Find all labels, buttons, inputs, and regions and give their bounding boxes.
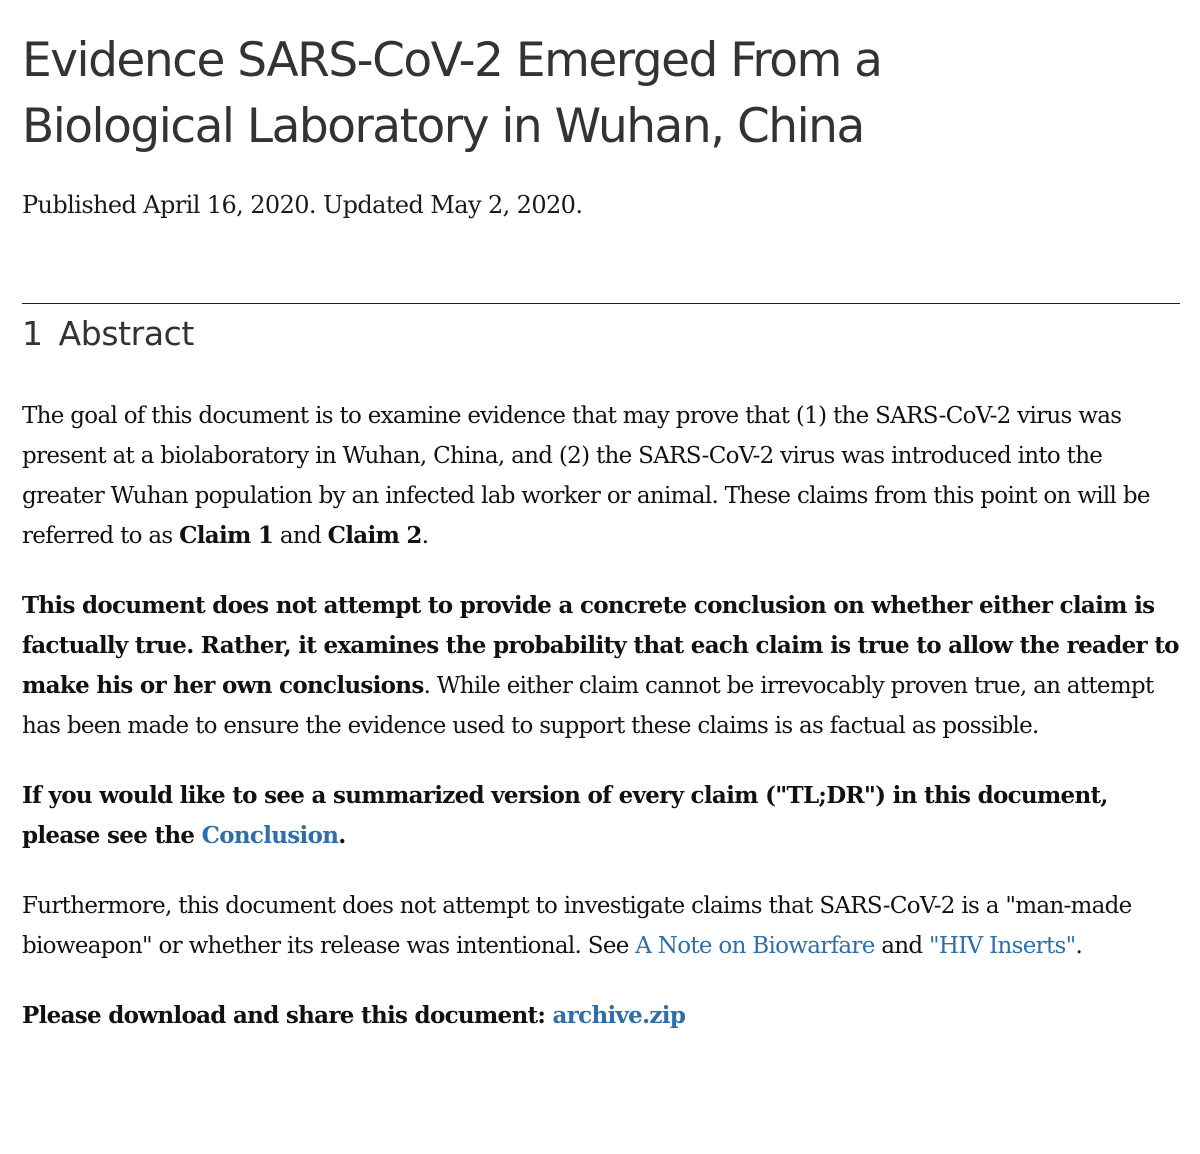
goal-end: . bbox=[421, 523, 429, 549]
furthermore-end: . bbox=[1075, 933, 1083, 959]
furthermore-and: and bbox=[874, 933, 930, 959]
abstract-paragraph-goal bbox=[22, 396, 1180, 556]
claim-1-label: Claim 1 bbox=[179, 522, 274, 549]
abstract-paragraph-summary bbox=[22, 776, 1180, 856]
disclaimer-bold-text: This document does not attempt to provide a concrete conclusion on whether either claim is factually true. Rather, it examines the probability that each claim is true to allow the reader to make his or her own conclusions bbox=[22, 592, 1179, 699]
download-text: Please download and share this document: bbox=[22, 1002, 553, 1029]
goal-and: and bbox=[273, 523, 328, 549]
summary-bold-text bbox=[22, 782, 1108, 849]
section-number: 1 bbox=[22, 314, 43, 353]
archive-zip-link[interactable]: archive.zip bbox=[552, 1002, 686, 1029]
abstract-paragraph-disclaimer bbox=[22, 586, 1180, 746]
furthermore-text: Furthermore, this document does not attempt to investigate claims that SARS-CoV-2 is a "man-made bioweapon" or whether its release was intentional. See bbox=[22, 893, 1132, 959]
download-bold-text bbox=[22, 1002, 685, 1029]
publication-dates: Published April 16, 2020. Updated May 2, 2020. bbox=[22, 191, 583, 219]
title-line-2: Biological Laboratory in Wuhan, China bbox=[22, 99, 864, 154]
document-title bbox=[22, 0, 1180, 160]
goal-text: The goal of this document is to examine evidence that may prove that (1) the SARS-CoV-2 virus was present at a biolaboratory in Wuhan, China, and (2) the SARS-CoV-2 virus was introduced into the greater Wuhan population by an infected lab worker or animal. These claims from this point on will be referred to as bbox=[22, 403, 1150, 549]
claim-2-label: Claim 2 bbox=[327, 522, 422, 549]
conclusion-link[interactable]: Conclusion bbox=[201, 822, 339, 849]
summary-text: If you would like to see a summarized version of every claim ("TL;DR") in this document, please see the bbox=[22, 782, 1108, 849]
title-line-1: Evidence SARS-CoV-2 Emerged From a bbox=[22, 33, 882, 88]
abstract-paragraph-furthermore bbox=[22, 886, 1180, 966]
disclaimer-rest-text: . While either claim cannot be irrevocably proven true, an attempt has been made to ensure the evidence used to support these claims is as factual as possible. bbox=[22, 673, 1154, 739]
section-title: Abstract bbox=[58, 314, 194, 353]
abstract-paragraph-download bbox=[22, 996, 1180, 1036]
hiv-inserts-link[interactable]: "HIV Inserts" bbox=[929, 933, 1076, 959]
section-divider bbox=[22, 303, 1180, 304]
biowarfare-note-link[interactable]: A Note on Biowarfare bbox=[635, 933, 875, 959]
document-page bbox=[22, 0, 1180, 1036]
section-heading-abstract bbox=[22, 312, 1180, 356]
summary-end: . bbox=[338, 822, 346, 849]
